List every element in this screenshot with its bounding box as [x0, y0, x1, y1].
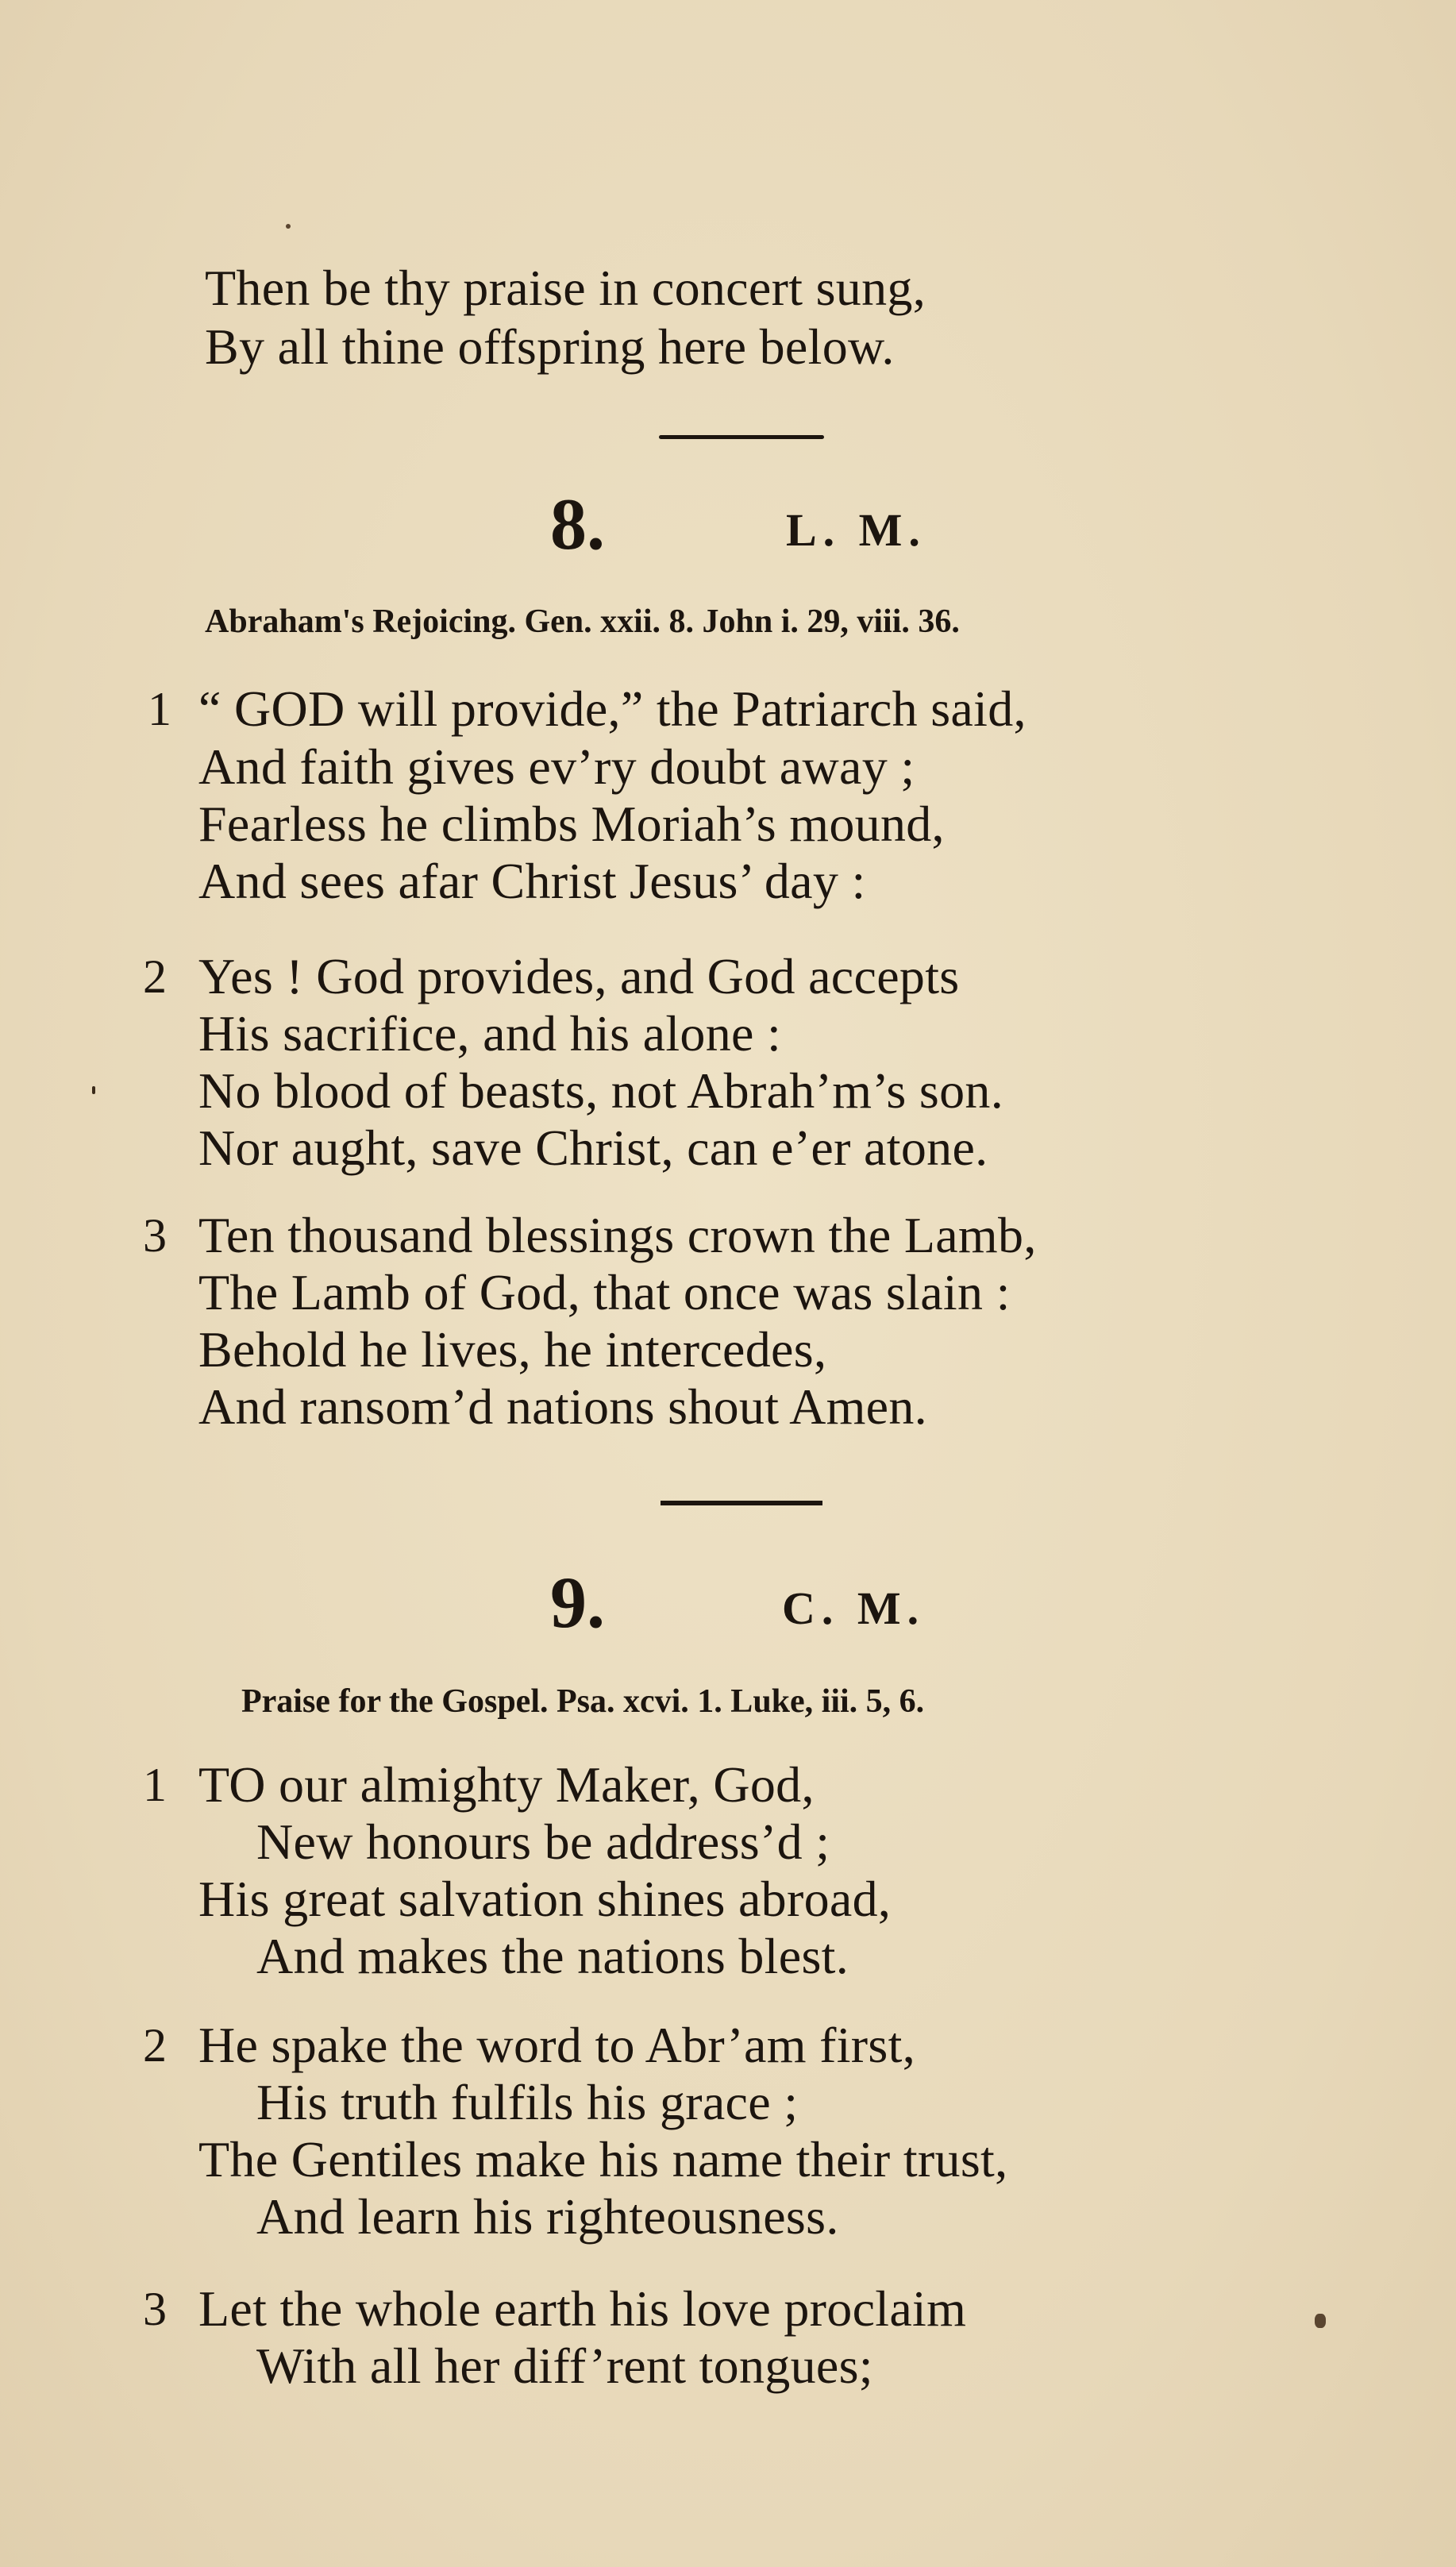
verse-line: And learn his righteousness. — [256, 2188, 839, 2245]
hymn-9-number: 9. — [550, 1562, 605, 1643]
stanza-number: 1 — [148, 683, 171, 735]
verse-line: With all her diff’rent tongues; — [256, 2338, 873, 2394]
verse-line: New honours be address’d ; — [256, 1813, 830, 1870]
stanza-number: 2 — [143, 2019, 167, 2072]
section-divider — [659, 435, 824, 439]
verse-line: And ransom’d nations shout Amen. — [198, 1378, 927, 1435]
verse-line: He spake the word to Abr’am first, — [198, 2017, 916, 2073]
verse-line: And sees afar Christ Jesus’ day : — [198, 853, 866, 909]
verse-line: The Lamb of God, that once was slain : — [198, 1264, 1011, 1320]
verse-line: And faith gives ev’ry doubt away ; — [198, 738, 915, 795]
hymn-8-meter: L. M. — [786, 504, 926, 556]
stanza-number: 1 — [143, 1759, 167, 1811]
ink-speck — [286, 224, 291, 229]
verse-line: Fearless he climbs Moriah’s mound, — [198, 796, 945, 852]
verse-line: Ten thousand blessings crown the Lamb, — [198, 1207, 1037, 1263]
intro-line-1: Then be thy praise in concert sung, — [205, 260, 926, 316]
verse-line: “ GOD will provide,” the Patriarch said, — [198, 680, 1027, 737]
verse-line: His sacrifice, and his alone : — [198, 1005, 782, 1062]
hymn-9-meter: C. M. — [782, 1582, 926, 1634]
verse-line: Let the whole earth his love proclaim — [198, 2280, 967, 2337]
stanza-number: 3 — [143, 1209, 167, 1262]
hymn-8-subtitle: Abraham's Rejoicing. Gen. xxii. 8. John i. 29, viii. 36. — [205, 603, 960, 640]
verse-line: Nor aught, save Christ, can e’er atone. — [198, 1120, 988, 1176]
hymn-9-subtitle: Praise for the Gospel. Psa. xcvi. 1. Luke, iii. 5, 6. — [241, 1683, 925, 1720]
ink-speck — [1315, 2314, 1326, 2328]
verse-line: No blood of beasts, not Abrah’m’s son. — [198, 1062, 1003, 1119]
verse-line: The Gentiles make his name their trust, — [198, 2131, 1008, 2187]
verse-line: Yes ! God provides, and God accepts — [198, 948, 960, 1004]
intro-line-2: By all thine offspring here below. — [205, 318, 895, 375]
section-divider — [661, 1501, 822, 1505]
verse-line: TO our almighty Maker, God, — [198, 1756, 815, 1813]
stanza-number: 2 — [143, 950, 167, 1003]
verse-line: And makes the nations blest. — [256, 1928, 849, 1984]
hymn-8-number: 8. — [550, 484, 605, 565]
verse-line: His truth fulfils his grace ; — [256, 2074, 799, 2130]
stanza-number: 3 — [143, 2283, 167, 2335]
ink-speck — [92, 1086, 95, 1094]
verse-line: His great salvation shines abroad, — [198, 1871, 892, 1927]
verse-line: Behold he lives, he intercedes, — [198, 1321, 827, 1378]
